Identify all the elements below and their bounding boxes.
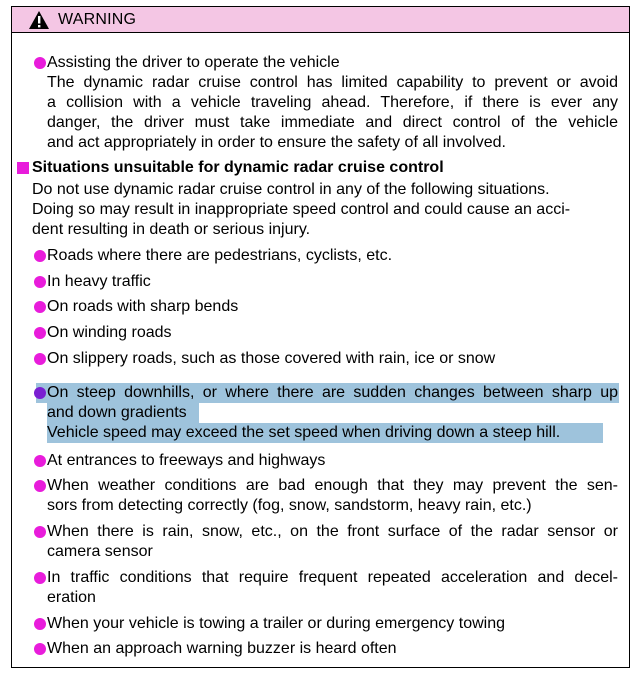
warning-triangle-icon (28, 10, 50, 30)
list-item: When an approach warning buzzer is heard often (47, 640, 397, 657)
list-item: At entrances to freeways and highways (47, 452, 326, 469)
warning-box (11, 6, 630, 668)
bullet-icon (34, 57, 46, 69)
section-line: Do not use dynamic radar cruise control in any of the following situations. (32, 181, 550, 198)
intro-line: and act appropriately in order to ensure the safety of all involved. (47, 134, 506, 151)
bullet-icon (34, 301, 46, 313)
bullet-icon (34, 250, 46, 262)
warning-content (12, 33, 629, 667)
bullet-icon (34, 526, 46, 538)
intro-line: danger, the driver must take immediate and direct control of the vehicle (47, 114, 618, 131)
bullet-icon (34, 618, 46, 630)
list-item: On steep downhills, or where there are sudden changes between sharp up (47, 384, 618, 401)
list-item-continuation: sors from detecting correctly (fog, snow, sandstorm, heavy rain, etc.) (47, 497, 532, 514)
section-title: Situations unsuitable for dynamic radar cruise control (32, 159, 444, 176)
list-item: Roads where there are pedestrians, cyclists, etc. (47, 247, 393, 264)
section-square-icon (17, 162, 29, 174)
bullet-icon (34, 387, 46, 399)
list-item-continuation: Vehicle speed may exceed the set speed when driving down a steep hill. (47, 424, 561, 441)
warning-title: WARNING (58, 11, 137, 28)
list-item: On winding roads (47, 324, 172, 341)
list-item-continuation: eration (47, 589, 96, 606)
bullet-icon (34, 276, 46, 288)
bullet-icon (34, 643, 46, 655)
list-item-continuation: camera sensor (47, 543, 153, 560)
bullet-icon (34, 327, 46, 339)
bullet-icon (34, 353, 46, 365)
list-item: On roads with sharp bends (47, 298, 239, 315)
list-item: In heavy traffic (47, 273, 151, 290)
list-item: When there is rain, snow, etc., on the front surface of the radar sensor or (47, 523, 618, 540)
list-item: When your vehicle is towing a trailer or during emergency towing (47, 615, 505, 632)
list-item: In traffic conditions that require frequent repeated acceleration and decel- (47, 569, 618, 586)
bullet-icon (34, 572, 46, 584)
list-item: When weather conditions are bad enough that they may prevent the sen- (47, 477, 618, 494)
list-item-continuation: and down gradients (47, 404, 187, 421)
intro-line: a collision with a vehicle traveling ahead. Therefore, if there is ever any (47, 94, 618, 111)
intro-bullet-title: Assisting the driver to operate the vehicle (47, 54, 340, 71)
intro-line: The dynamic radar cruise control has limited capability to prevent or avoid (47, 74, 618, 91)
section-line: Doing so may result in inappropriate speed control and could cause an acci- (32, 201, 571, 218)
warning-header (12, 7, 629, 33)
bullet-icon (34, 455, 46, 467)
bullet-icon (34, 480, 46, 492)
list-item: On slippery roads, such as those covered with rain, ice or snow (47, 350, 496, 367)
section-line: dent resulting in death or serious injury. (32, 221, 311, 238)
